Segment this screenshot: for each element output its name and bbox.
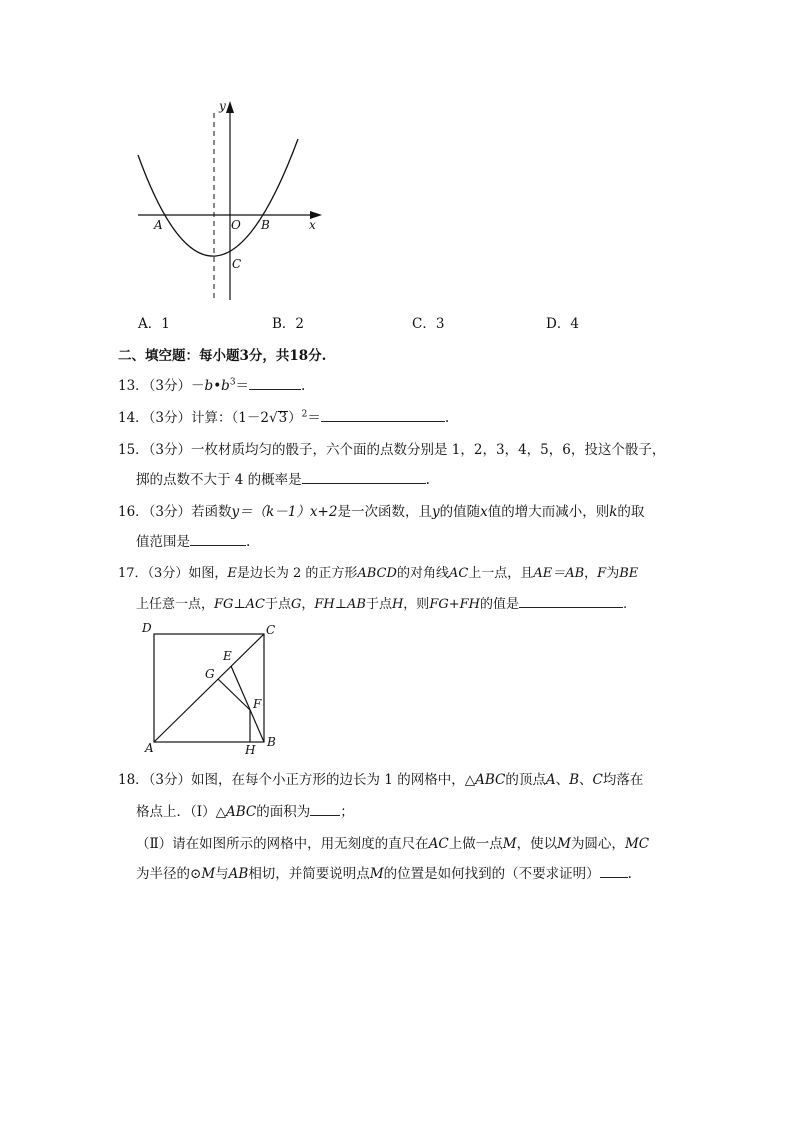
label-G: G xyxy=(205,667,215,681)
answer-blank[interactable] xyxy=(310,803,340,816)
sqrt-symbol: √ xyxy=(268,410,278,426)
label-B: B xyxy=(261,218,270,232)
choice-d: D．4 xyxy=(546,316,579,332)
question-13: 13．（3分）$-b•b^3=$ . xyxy=(118,377,306,394)
question-15-line2: 掷的点数不大于 4 的概率是 . xyxy=(136,472,430,488)
diagonal-ac xyxy=(154,634,264,742)
question-17-line2: 上任意一点，FG⊥AC于点G，FH⊥AB于点H，则FG+FH的值是 . xyxy=(136,597,628,612)
choice-a: A．1 xyxy=(138,316,170,332)
question-14: 14．（3分）计算：$(1-2√3)^2=$ . xyxy=(118,409,450,426)
question-16-line2: 值范围是 . xyxy=(136,534,251,550)
choice-c: C．3 xyxy=(412,316,445,332)
segment-fg xyxy=(218,679,250,710)
square-figure xyxy=(140,620,290,760)
label-O: O xyxy=(231,218,241,232)
label-B: B xyxy=(267,735,276,749)
answer-blank[interactable] xyxy=(321,409,445,422)
label-C: C xyxy=(232,257,242,271)
label-A: A xyxy=(154,218,163,232)
label-x: x xyxy=(309,218,316,232)
section-heading: 二、填空题：每小题3分，共18分. xyxy=(118,348,327,364)
question-18-line4: 为半径的⊙M与AB相切，并简要说明点M的位置是如何找到的（不要求证明） . xyxy=(136,866,632,882)
answer-blank[interactable] xyxy=(519,595,623,608)
label-D: D xyxy=(142,621,152,635)
label-F: F xyxy=(253,697,262,711)
label-C: C xyxy=(266,623,276,637)
label-H: H xyxy=(245,743,256,757)
parabola-figure xyxy=(130,95,330,305)
answer-blank[interactable] xyxy=(249,377,301,390)
question-16-line1: 16．（3分）若函数y＝（k－1）x+2是一次函数，且y的值随x值的增大而减小，则k的取 xyxy=(118,504,645,520)
question-18-line1: 18．（3分）如图，在每个小正方形的边长为 1 的网格中，△ABC的顶点A、B、C均落在 xyxy=(118,772,644,788)
choice-b: B．2 xyxy=(272,316,305,332)
question-15-line1: 15．（3分）一枚材质均匀的骰子，六个面的点数分别是 1，2，3，4，5，6，投这个骰子， xyxy=(118,442,666,458)
question-18-line2: 格点上．（Ⅰ）△ABC的面积为 ； xyxy=(136,804,354,820)
answer-blank[interactable] xyxy=(600,865,628,878)
parabola-curve xyxy=(138,139,298,256)
answer-blank[interactable] xyxy=(302,471,426,484)
y-axis-arrow xyxy=(226,101,234,113)
label-y: y xyxy=(219,99,226,113)
label-E: E xyxy=(223,649,232,663)
label-A: A xyxy=(145,741,154,755)
question-18-line3: （Ⅱ）请在如图所示的网格中，用无刻度的直尺在AC上做一点M，使以M为圆心，MC xyxy=(136,836,650,852)
question-17-line1: 17．（3分）如图，E是边长为 2 的正方形ABCD的对角线AC上一点，且AE＝AB，F为BE xyxy=(118,566,639,581)
answer-blank[interactable] xyxy=(190,533,246,546)
